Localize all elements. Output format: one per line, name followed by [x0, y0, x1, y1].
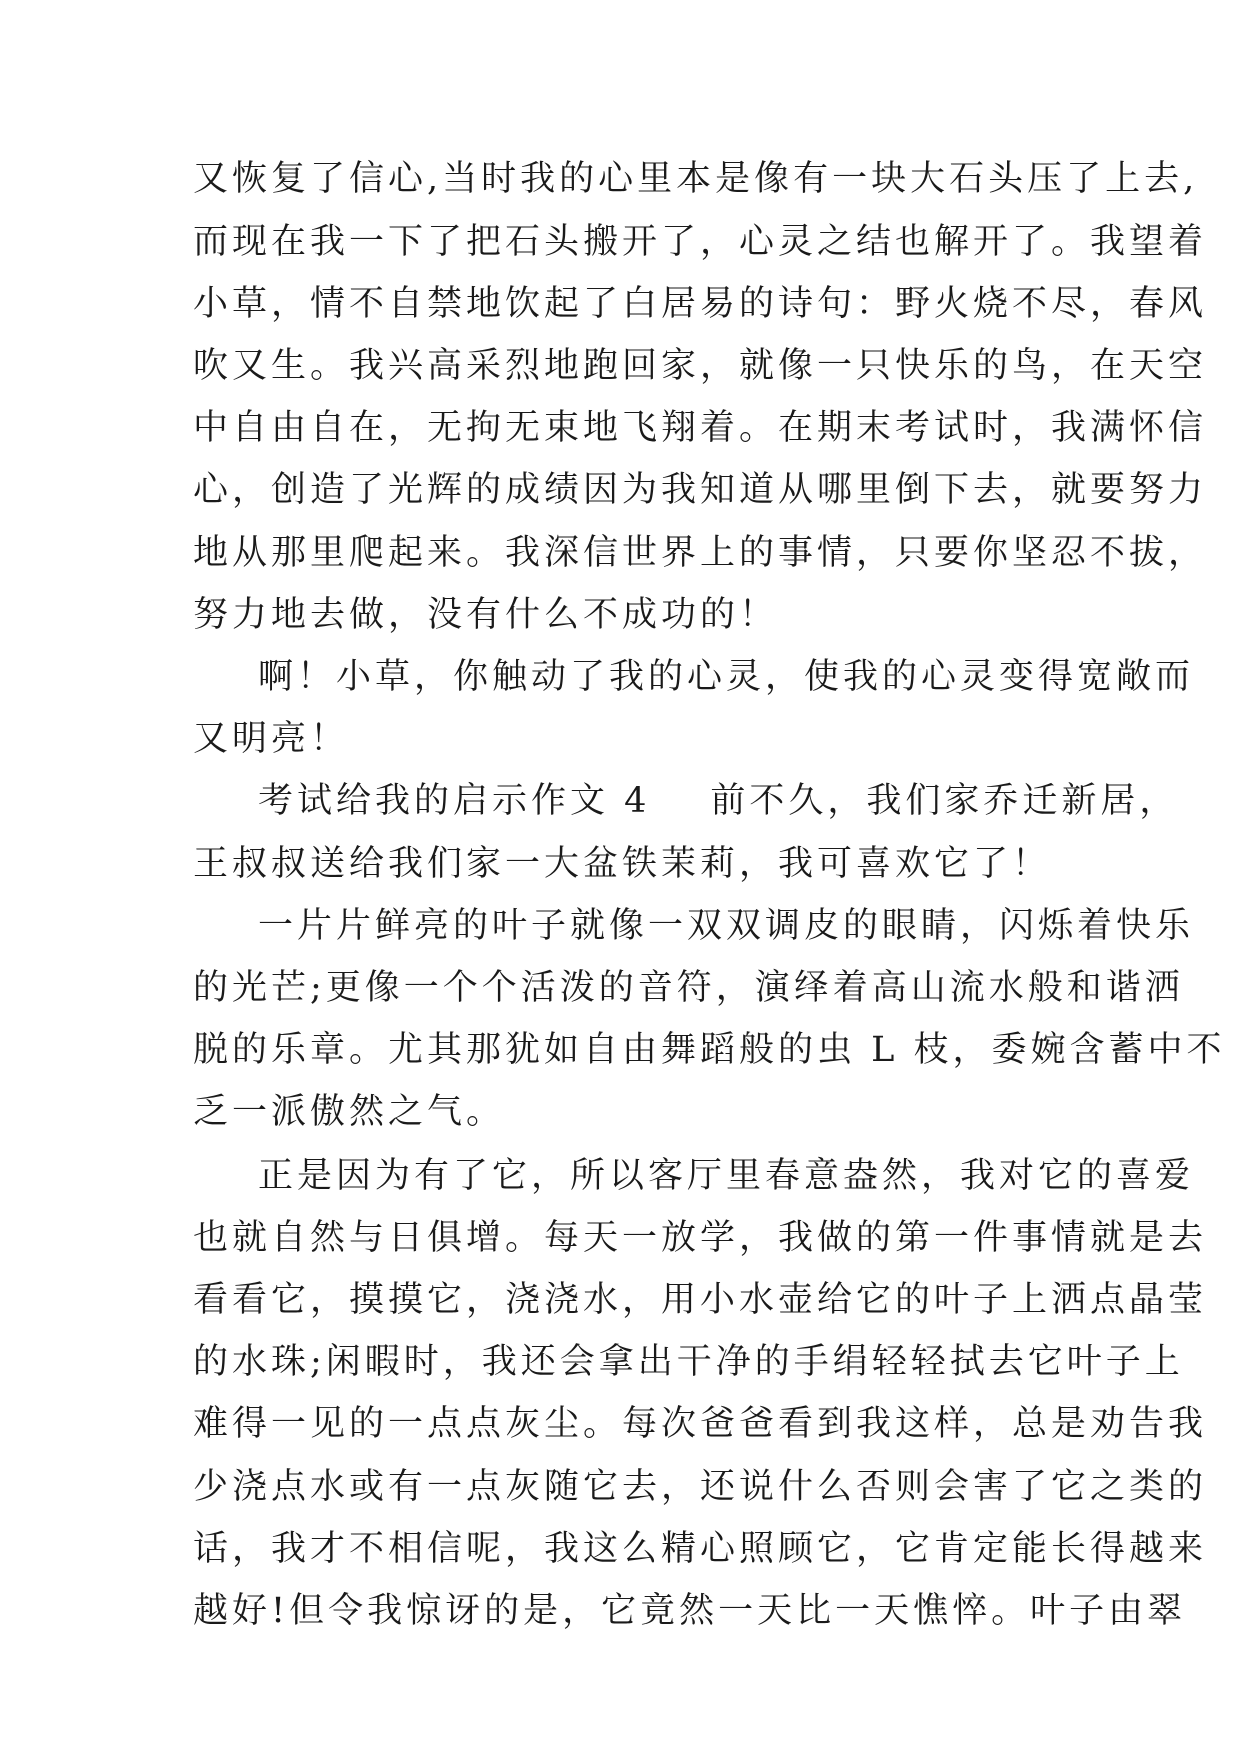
text-line: 正是因为有了它，所以客厅里春意盎然，我对它的喜爱 — [258, 1156, 1195, 1196]
text-line: 的光芒;更像一个个活泼的音符，演绎着高山流水般和谐洒 — [193, 968, 1184, 1008]
text-line: 中自由自在，无拘无束地飞翔着。在期末考试时，我满怀信 — [193, 408, 1208, 448]
text-line: 少浇点水或有一点灰随它去，还说什么否则会害了它之类的 — [193, 1467, 1208, 1507]
text-line: 的水珠;闲暇时，我还会拿出干净的手绢轻轻拭去它叶子上 — [193, 1342, 1184, 1382]
text-line: 看看它，摸摸它，浇浇水，用小水壶给它的叶子上洒点晶莹 — [193, 1280, 1208, 1320]
text-line: 也就自然与日俱增。每天一放学，我做的第一件事情就是去 — [193, 1218, 1208, 1258]
text-line: 啊！小草，你触动了我的心灵，使我的心灵变得宽敞而 — [258, 657, 1195, 697]
text-fragment: 前不久，我们家乔迁新居， — [710, 781, 1179, 821]
text-line: 脱的乐章。尤其那犹如自由舞蹈般的虫 L 枝，委婉含蓄中不 — [193, 1030, 1226, 1070]
section-heading-line — [258, 773, 1179, 829]
text-line: 而现在我一下了把石头搬开了，心灵之结也解开了。我望着 — [193, 222, 1208, 262]
text-line: 王叔叔送给我们家一大盆铁茉莉，我可喜欢它了！ — [193, 844, 1052, 884]
text-line: 又明亮！ — [193, 719, 350, 759]
text-line: 努力地去做，没有什么不成功的！ — [193, 595, 779, 635]
text-line: 一片片鲜亮的叶子就像一双双调皮的眼睛，闪烁着快乐 — [258, 906, 1195, 946]
text-line: 心，创造了光辉的成绩因为我知道从哪里倒下去，就要努力 — [193, 470, 1208, 510]
text-line: 吹又生。我兴高采烈地跑回家，就像一只快乐的鸟，在天空 — [193, 346, 1208, 386]
text-line: 难得一见的一点点灰尘。每次爸爸看到我这样，总是劝告我 — [193, 1404, 1208, 1444]
text-line: 小草，情不自禁地饮起了白居易的诗句：野火烧不尽，春风 — [193, 284, 1208, 324]
text-line: 越好!但令我惊讶的是，它竟然一天比一天憔悴。叶子由翠 — [193, 1591, 1187, 1631]
text-line: 乏一派傲然之气。 — [193, 1092, 506, 1132]
text-line: 地从那里爬起来。我深信世界上的事情，只要你坚忍不拔， — [193, 533, 1208, 573]
text-line: 又恢复了信心,当时我的心里本是像有一块大石头压了上去, — [193, 159, 1199, 199]
section-heading: 考试给我的启示作文 4 — [258, 781, 651, 821]
text-line: 话，我才不相信呢，我这么精心照顾它，它肯定能长得越来 — [193, 1529, 1208, 1569]
